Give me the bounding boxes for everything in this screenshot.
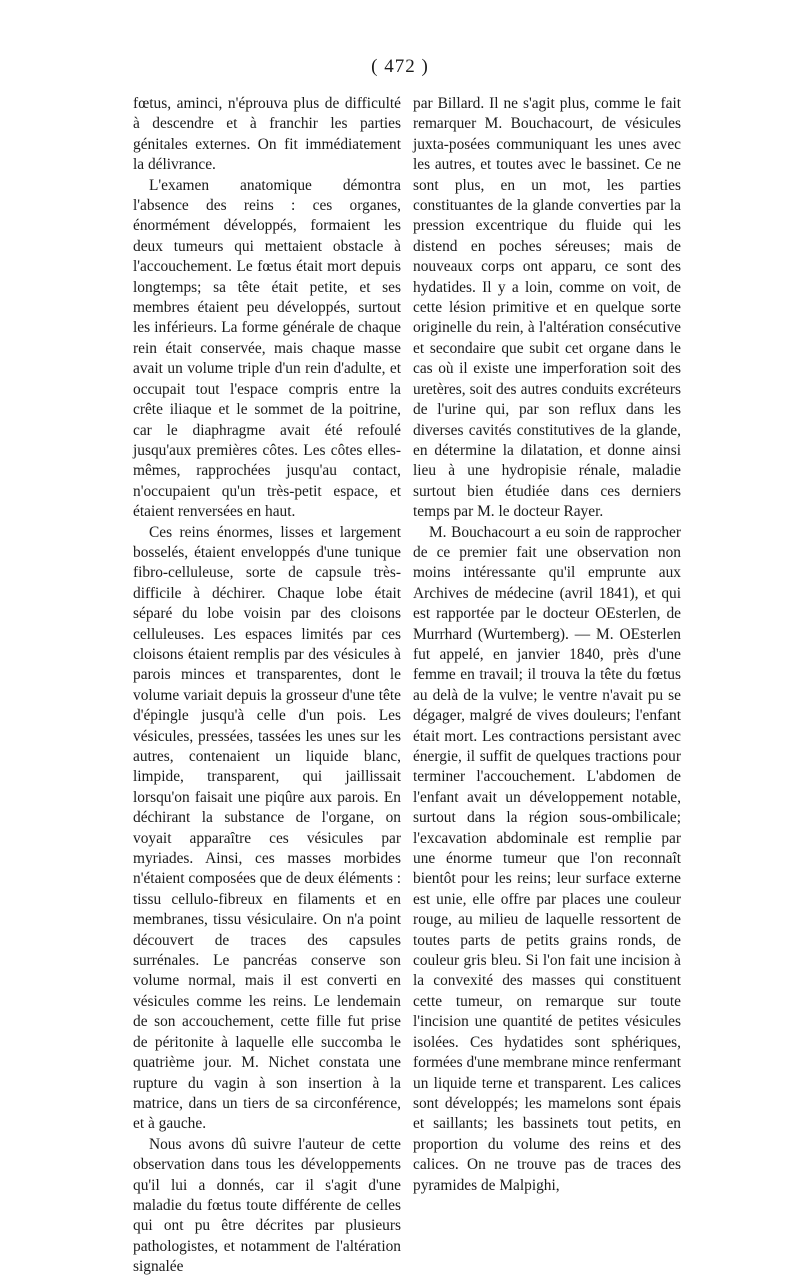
right-column bbox=[413, 94, 681, 1196]
paragraph: M. Bouchacourt a eu soin de rapprocher de ce premier fait une observation non moins intéressante qu'il emprunte aux Archives de médecine (avril 1841), et qui est rapportée par le docteur OEsterlen, de Murrhard (Wurtemberg). — M. OEsterlen fut appelé, en janvier 1840, près d'une femme en travail; il trouva la tête du fœtus au delà de la vulve; le ventre n'avait pu se dégager, malgré de vives douleurs; l'enfant était mort. Les contractions persistant avec énergie, il suffit de quelques tractions pour terminer l'accouchement. L'abdomen de l'enfant avait un développement notable, surtout dans la région sous-ombilicale; l'excavation abdominale est remplie par une énorme tumeur que l'on reconnaît bientôt pour les reins; leur surface externe est unie, elle offre par places une couleur rouge, au milieu de laquelle ressortent de toutes parts de petits grains ronds, de couleur gris bleu. Si l'on fait une incision à la convexité des masses qui constituent cette tumeur, on remarque sur toute l'incision une quantité de petites vésicules isolées. Ces hydatides sont sphériques, formées d'une membrane mince renfermant un liquide terne et transparent. Les calices sont développés; les mamelons sont épais et saillants; les bassinets tout petits, en proportion du volume des reins et des calices. On ne trouve pas de traces des pyramides de Malpighi, bbox=[413, 523, 681, 1194]
paragraph: Ces reins énormes, lisses et largement bosselés, étaient enveloppés d'une tunique fibro-celluleuse, sorte de capsule très-difficile à déchirer. Chaque lobe était séparé du lobe voisin par des cloisons celluleuses. Les espaces limités par ces cloisons étaient remplis par des vésicules à parois minces et transparentes, dont le volume variait depuis la grosseur d'une tête d'épingle jusqu'à celle d'un pois. Les vésicules, pressées, tassées les unes sur les autres, contenaient un liquide blanc, limpide, transparent, qui jaillissait lorsqu'on faisait une piqûre aux parois. En déchirant la substance de l'organe, on voyait apparaître ces vésicules par myriades. Ainsi, ces masses morbides n'étaient composées que de deux éléments : tissu cellulo-fibreux en filaments et en membranes, tissu vésiculaire. On n'a point découvert de traces des capsules surrénales. Le pancréas conserve son volume normal, mais il est converti en vésicules comme les reins. Le lendemain de son accouchement, cette fille fut prise de péritonite à laquelle elle succomba le quatrième jour. M. Nichet constata une rupture du vagin à son insertion à la matrice, dans un tiers de sa circonférence, et à gauche. bbox=[133, 523, 401, 1133]
page-number: ( 472 ) bbox=[371, 56, 429, 77]
paragraph: fœtus, aminci, n'éprouva plus de difficulté à descendre et à franchir les parties génitales externes. On fit immédiatement la délivrance. bbox=[133, 95, 401, 174]
paragraph: par Billard. Il ne s'agit plus, comme le fait remarquer M. Bouchacourt, de vésicules juxta-posées communiquant les unes avec les autres, et toutes avec le bassinet. Ce ne sont plus, en un mot, les parties constituantes de la glande converties par la pression excentrique du fluide qui les distend en poches séreuses; mais de nouveaux corps ont apparu, ce sont des hydatides. Il y a loin, comme on voit, de cette lésion primitive et en quelque sorte originelle du rein, à l'altération consécutive et secondaire que subit cet organe dans le cas où il existe une imperforation soit des uretères, soit des autres conduits excréteurs de l'urine qui, par son reflux dans les diverses cavités constitutives de la glande, en détermine la dilatation, et donne ainsi lieu à une hydropisie rénale, maladie surtout bien étudiée dans ces derniers temps par M. le docteur Rayer. bbox=[413, 95, 681, 521]
paragraph: Nous avons dû suivre l'auteur de cette observation dans tous les développements qu'il lui a donnés, car il s'agit d'une maladie du fœtus toute différente de celles qui ont pu être décrites par plusieurs pathologistes, et notamment de l'altération signalée bbox=[133, 1135, 401, 1276]
paragraph: L'examen anatomique démontra l'absence des reins : ces organes, énormément développés, formaient les deux tumeurs qui mettaient obstacle à l'accouchement. Le fœtus était mort depuis longtemps; sa tête était petite, et ses membres étaient peu développés, surtout les inférieurs. La forme générale de chaque rein était conservée, mais chaque masse avait un volume triple d'un rein d'adulte, et occupait tout l'espace compris entre la crête iliaque et le sommet de la poitrine, car le diaphragme avait été refoulé jusqu'aux premières côtes. Les côtes elles-mêmes, rapprochées jusqu'au contact, n'occupaient qu'un très-petit espace, et étaient renversées en haut. bbox=[133, 176, 401, 521]
left-column bbox=[133, 94, 401, 1278]
